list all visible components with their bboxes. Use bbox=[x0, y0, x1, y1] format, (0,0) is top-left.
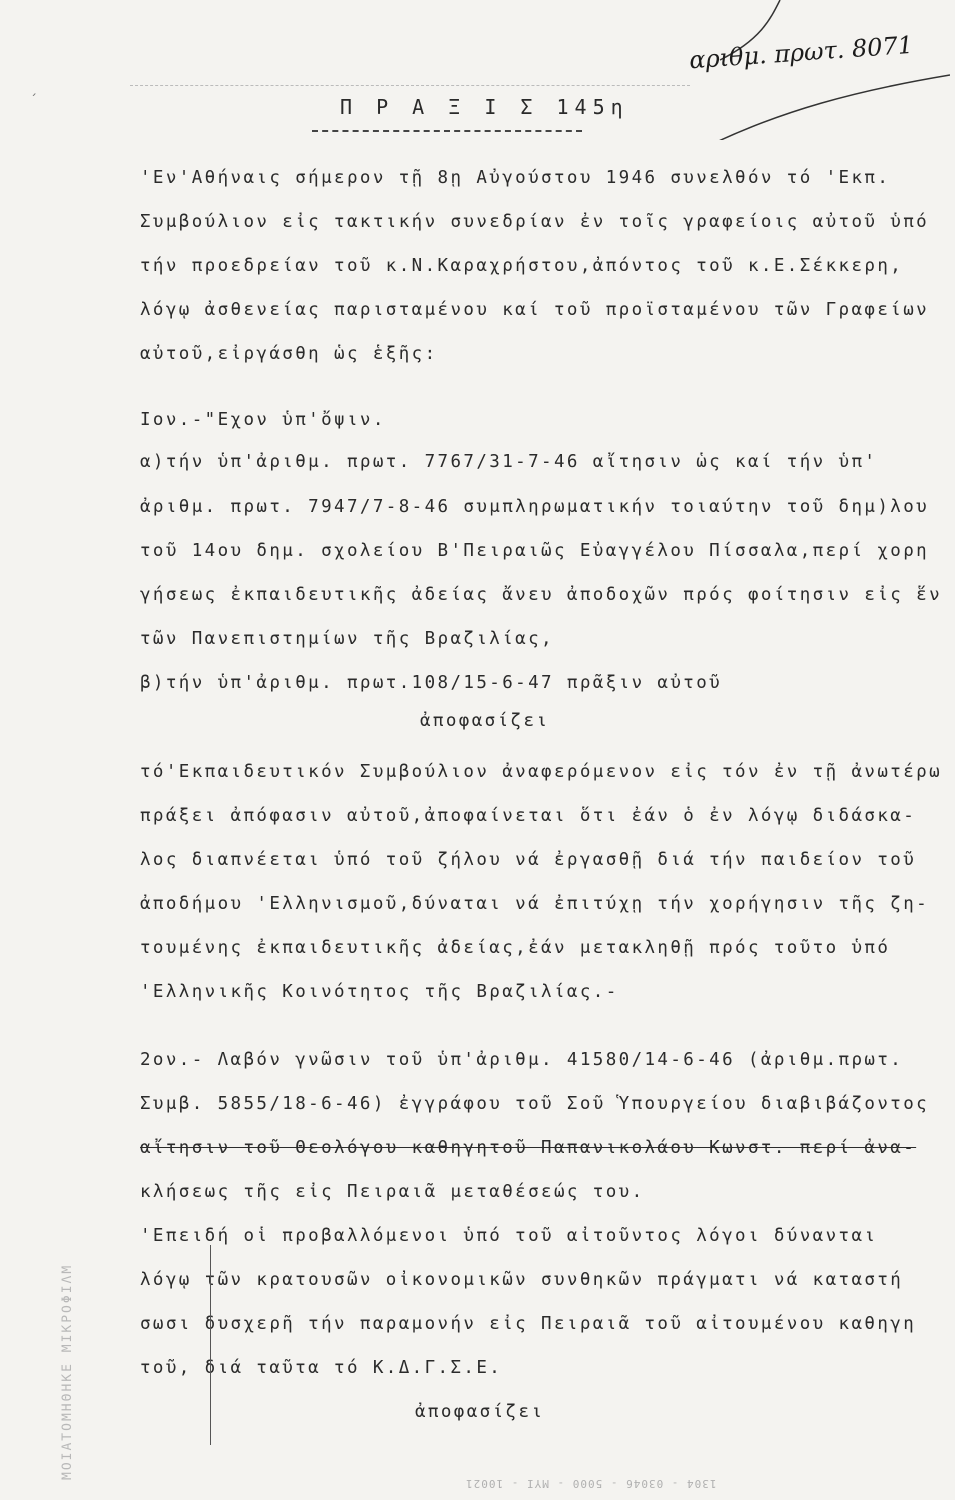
text-line: κλήσεως τῆς εἰς Πειραιᾶ μεταθέσεώς του. bbox=[140, 1182, 645, 1202]
struck-text-line: αἴτησιν τοῦ Θεολόγου καθηγητοῦ Παπανικολάου Κωνστ. περί ἀνα- bbox=[140, 1138, 917, 1158]
text-line: λόγῳ ἀσθενείας παρισταμένου καί τοῦ προϊσταμένου τῶν Γραφείων bbox=[140, 300, 930, 320]
text-line: τοῦ, διά ταῦτα τό Κ.Δ.Γ.Σ.Ε. bbox=[140, 1358, 503, 1378]
protocol-stamp: αριθμ. πρωτ. 8071 bbox=[688, 30, 914, 75]
text-line: ἀριθμ. πρωτ. 7947/7-8-46 συμπληρωματικήν τοιαύτην τοῦ δημ)λου bbox=[140, 497, 930, 517]
decision-heading: ἀποφασίζει bbox=[420, 711, 550, 731]
text-line: λος διαπνέεται ὑπό τοῦ ζήλου νά ἐργασθῇ διά τήν παιδείον τοῦ bbox=[140, 850, 917, 870]
text-line: αὐτοῦ,εἰργάσθη ὡς ἑξῆς: bbox=[140, 344, 438, 364]
text-line: Συμβ. 5855/18-6-46) ἐγγράφου τοῦ Σοῦ Ὑπουργείου διαβιβάζοντος bbox=[140, 1094, 930, 1114]
text-line: 'Ελληνικῆς Κοινότητος τῆς Βραζιλίας.- bbox=[140, 982, 619, 1002]
text-line: Συμβούλιον εἰς τακτικήν συνεδρίαν ἐν τοῖς γραφείοις αὐτοῦ ὑπό bbox=[140, 212, 930, 232]
text-line: σωσι δυσχερῆ τήν παραμονήν εἰς Πειραιᾶ τοῦ αἰτουμένου καθηγη bbox=[140, 1314, 917, 1334]
text-line: τοῦ 14ου δημ. σχολείου Β'Πειραιῶς Εὐαγγέλου Πίσσαλα,περί χορη bbox=[140, 541, 930, 561]
text-line: τῶν Πανεπιστημίων τῆς Βραζιλίας, bbox=[140, 629, 554, 649]
text-line: τουμένης ἐκπαιδευτικῆς ἀδείας,ἐάν μετακληθῇ πρός τοῦτο ὑπό bbox=[140, 938, 891, 958]
text-line: τό'Εκπαιδευτικόν Συμβούλιον ἀναφερόμενον εἰς τόν ἐν τῇ ἀνωτέρω bbox=[140, 762, 943, 782]
section-2-heading: 2ον.- Λαβόν γνῶσιν τοῦ ὑπ'ἀριθμ. 41580/14-6-46 (ἀριθμ.πρωτ. bbox=[140, 1050, 904, 1070]
section-1-heading: Ιον.-"Εχον ὑπ'ὄψιν. bbox=[140, 410, 386, 430]
text-line: πράξει ἀπόφασιν αὐτοῦ,ἀποφαίνεται ὅτι ἐάν ὁ ἐν λόγῳ διδάσκα- bbox=[140, 806, 917, 826]
text-line: α)τήν ὑπ'ἀριθμ. πρωτ. 7767/31-7-46 αἴτησιν ὡς καί τήν ὑπ' bbox=[140, 452, 878, 472]
decision-heading: ἀποφασίζει bbox=[415, 1402, 545, 1422]
faint-top-rule bbox=[130, 85, 690, 86]
text-line: ἀποδήμου 'Ελληνισμοῦ,δύναται νά ἐπιτύχῃ τήν χορήγησιν τῆς ζη- bbox=[140, 894, 930, 914]
text-line: 'Εν'Αθήναις σήμερον τῇ 8ῃ Αὐγούστου 1946 συνελθόν τό 'Εκπ. bbox=[140, 168, 891, 188]
footer-print-code: 1304 - 03046 - 5000 - ΜΥΙ - 10021 bbox=[465, 1477, 717, 1490]
text-line: γήσεως ἐκπαιδευτικῆς ἀδείας ἄνευ ἀποδοχῶν πρός φοίτησιν εἰς ἕν bbox=[140, 585, 943, 605]
margin-mark: ˏ bbox=[30, 80, 39, 96]
fold-line bbox=[210, 1245, 211, 1445]
title-underline bbox=[312, 130, 582, 132]
page-title: Π Ρ Α Ξ Ι Σ 145η bbox=[340, 95, 629, 119]
text-line: τήν προεδρείαν τοῦ κ.Ν.Καραχρήστου,ἀπόντος τοῦ κ.Ε.Σέκκερη, bbox=[140, 256, 904, 276]
text-line: β)τήν ὑπ'ἀριθμ. πρωτ.108/15-6-47 πρᾶξιν αὐτοῦ bbox=[140, 673, 723, 693]
text-line: λόγῳ τῶν κρατουσῶν οἰκονομικῶν συνθηκῶν πράγματι νά καταστή bbox=[140, 1270, 904, 1290]
side-watermark: ΜΟΙΑΤΟΜΗΘΗΚΕ ΜΙΚΡΟΦΙΛΜ bbox=[60, 1263, 75, 1480]
text-line: 'Επειδή οἱ προβαλλόμενοι ὑπό τοῦ αἰτοῦντος λόγοι δύνανται bbox=[140, 1226, 878, 1246]
